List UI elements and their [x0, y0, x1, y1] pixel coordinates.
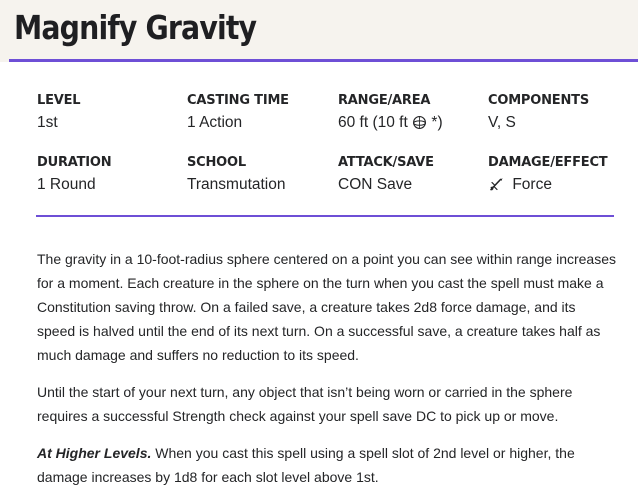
stat-label: CASTING TIME — [187, 93, 289, 108]
area-suffix: *) — [431, 114, 443, 131]
stat-value: V, S — [488, 114, 516, 131]
stat-label: ATTACK/SAVE — [338, 155, 434, 170]
higher-levels-text: When you cast this spell using a spell slot of 2nd level or higher, the damage increases by 1d8 for each slot level above 1st. — [37, 445, 575, 485]
damage-type: Force — [512, 176, 552, 193]
description-paragraph: Until the start of your next turn, any object that isn’t being worn or carried in the sphere requires a successful Strength check against your spell save DC to pick up or move. — [37, 384, 573, 424]
range-value: 60 ft (10 ft — [338, 114, 408, 131]
stats-divider — [36, 215, 614, 217]
stat-label: DURATION — [37, 155, 112, 170]
stat-label: LEVEL — [37, 93, 81, 108]
stat-casting-time — [187, 93, 347, 132]
stat-components — [488, 93, 638, 132]
stat-duration — [37, 155, 197, 194]
stat-label: RANGE/AREA — [338, 93, 431, 108]
stat-range-area — [338, 93, 498, 135]
stat-damage-effect — [488, 155, 638, 197]
stat-attack-save — [338, 155, 498, 194]
higher-levels-label: At Higher Levels. — [37, 445, 152, 461]
page-title: Magnify Gravity — [14, 8, 257, 47]
spell-details-card — [0, 62, 638, 503]
page-header — [0, 0, 638, 62]
sphere-icon — [412, 115, 427, 135]
stat-value: 1 Round — [37, 176, 96, 193]
stat-label: COMPONENTS — [488, 93, 589, 108]
stat-value: 1st — [37, 114, 58, 131]
stat-value — [488, 176, 638, 197]
stat-value: 1 Action — [187, 114, 243, 131]
spell-stats-grid — [37, 93, 627, 213]
stat-value — [338, 114, 498, 135]
stat-school — [187, 155, 347, 194]
stat-value: Transmutation — [187, 176, 286, 193]
stat-level — [37, 93, 197, 132]
stat-label: SCHOOL — [187, 155, 246, 170]
spell-description — [37, 247, 617, 502]
force-damage-icon — [488, 176, 504, 197]
stat-label: DAMAGE/EFFECT — [488, 155, 608, 170]
higher-levels-paragraph — [37, 441, 617, 489]
description-paragraph: The gravity in a 10-foot-radius sphere centered on a point you can see within range increases for a moment. Each creature in the sphere on the turn when you cast the spell must make a Constitution saving throw. On a failed save, a creature takes 2d8 force damage, and its speed is halved until the end of its next turn. On a successful save, a creature takes half as much damage and suffers no reduction to its speed. — [37, 251, 617, 363]
stat-value: CON Save — [338, 176, 413, 193]
